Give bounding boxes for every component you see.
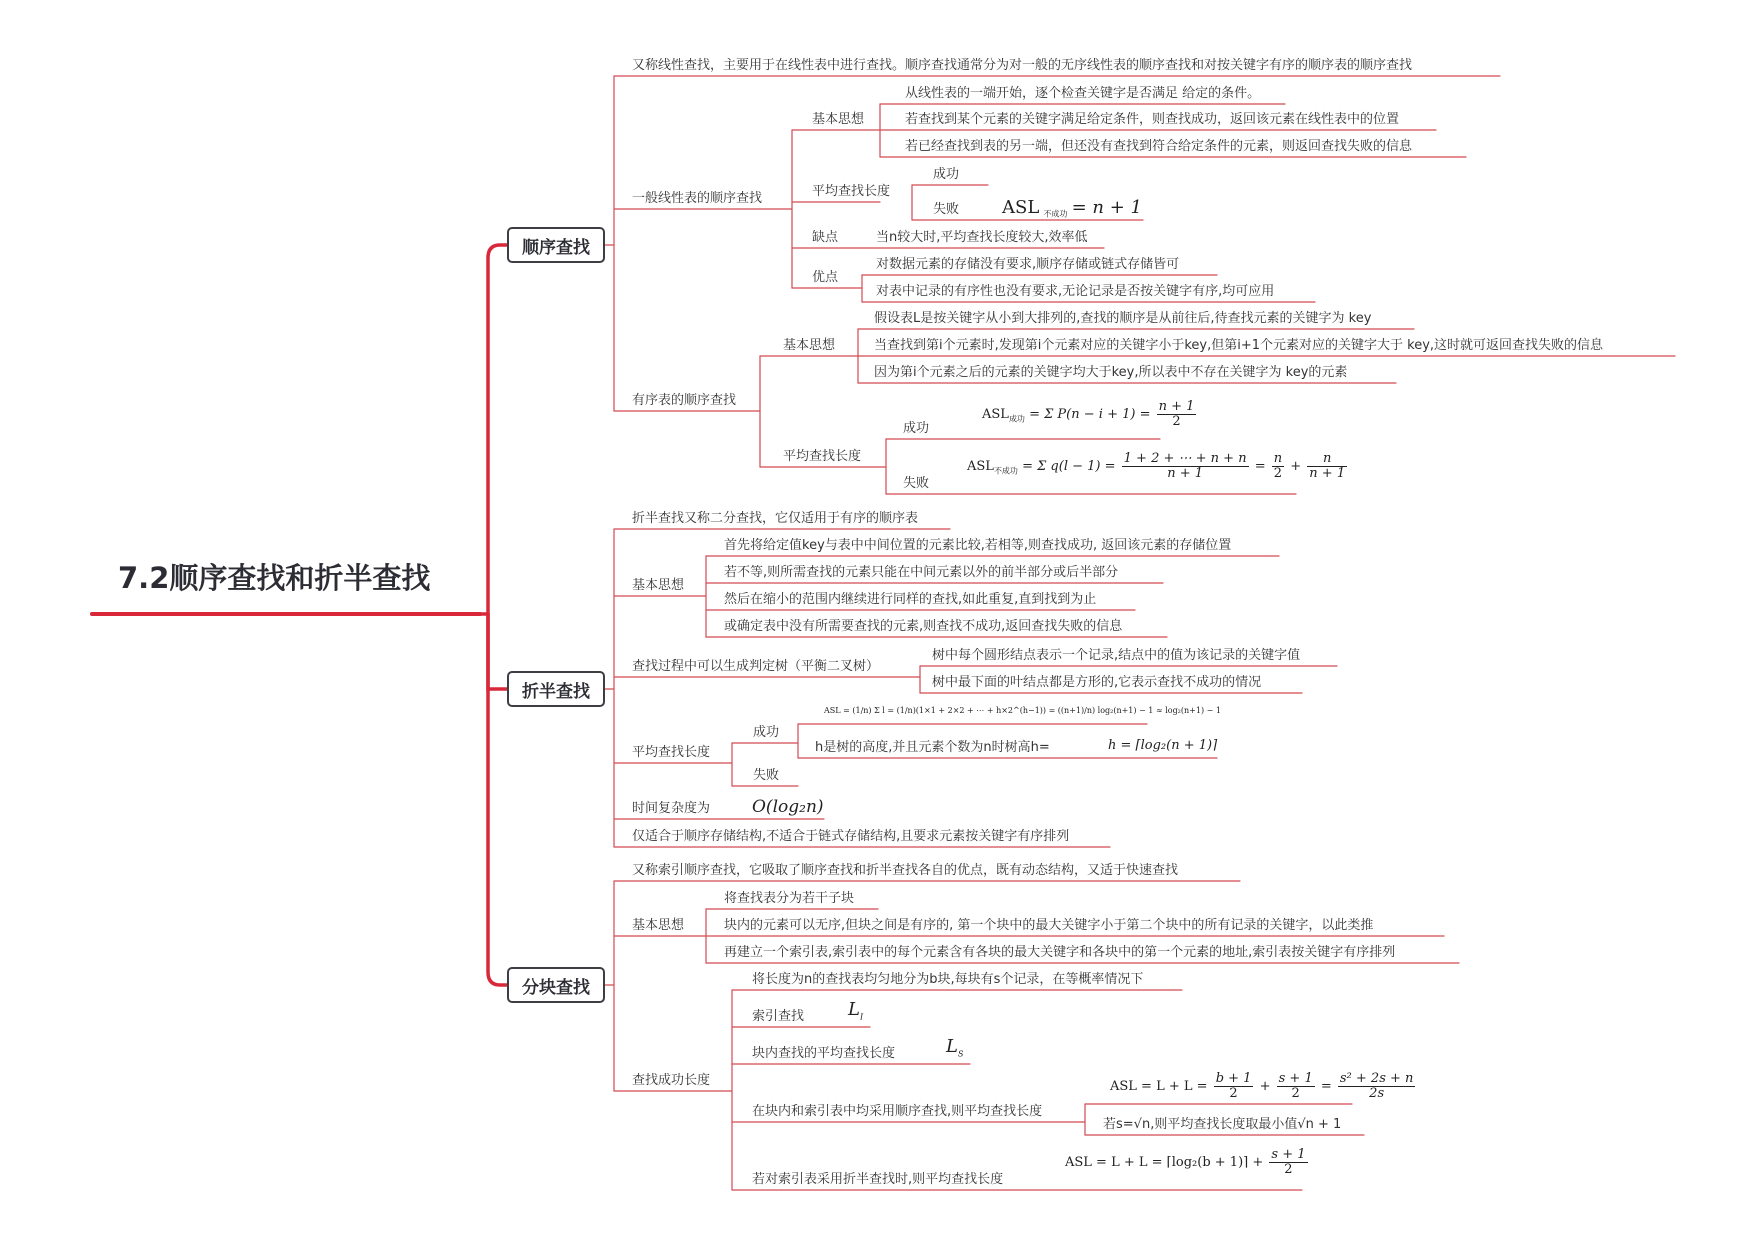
bin-basic-item-4: 或确定表中没有所需要查找的元素,则查找不成功,返回查找失败的信息 — [724, 619, 1123, 634]
bin-time-formula: O(log₂n) — [752, 797, 824, 817]
seq-general-cons-item: 当n较大时,平均查找长度较大,效率低 — [876, 230, 1088, 245]
bin-height-text: h是树的高度,并且元素个数为n时树高h= — [815, 740, 1050, 755]
block-index-formula: $L_I$ — [848, 999, 864, 1022]
seq-general-cons: 缺点 — [812, 230, 839, 245]
bin-basic-item-3: 然后在缩小的范围内继续进行同样的查找,如此重复,直到找到为止 — [724, 592, 1097, 607]
bin-height-formula: h = ⌈log₂(n + 1)⌉ — [1108, 738, 1218, 753]
seq-intro: 又称线性查找，主要用于在线性表中进行查找。顺序查找通常分为对一般的无序线性表的顺序查找和对按关键字有序的顺序表的顺序查找 — [632, 58, 1413, 73]
block-length-inner: 块内查找的平均查找长度 — [752, 1046, 896, 1061]
seq-general-fail-formula: ASL $_{不成功}$ = n + 1 — [1002, 197, 1142, 219]
bin-intro: 折半查找又称二分查找，它仅适用于有序的顺序表 — [632, 511, 919, 526]
seq-general-success: 成功 — [933, 167, 960, 182]
block-length: 查找成功长度 — [632, 1073, 711, 1088]
bin-tree: 查找过程中可以生成判定树（平衡二叉树） — [632, 659, 880, 674]
block-bin-formula: ASL = L + L = ⌈log₂(b + 1)⌉ + $\frac{s + 1}{2}$ — [1065, 1147, 1306, 1177]
seq-general-label: 一般线性表的顺序查找 — [632, 191, 763, 206]
bin-fail: 失败 — [753, 768, 780, 783]
seq-ordered-success: 成功 — [903, 421, 930, 436]
seq-general-pros-item-1: 对数据元素的存储没有要求,顺序存储或链式存储皆可 — [876, 257, 1180, 272]
seq-ordered-asl: 平均查找长度 — [783, 449, 862, 464]
seq-ordered-basic-item-1: 假设表L是按关键字从小到大排列的,查找的顺序是从前往后,待查找元素的关键字为 key — [874, 311, 1372, 326]
seq-ordered-basic-item-2: 当查找到第i个元素时,发现第i个元素对应的关键字小于key,但第i+1个元素对应的关键字大于 key,这时就可返回查找失败的信息 — [874, 338, 1604, 353]
seq-general-pros-item-2: 对表中记录的有序性也没有要求,无论记录是否按关键字有序,均可应用 — [876, 284, 1275, 299]
trunk-to-seq — [480, 245, 507, 614]
seq-general-pros: 优点 — [812, 270, 839, 285]
bin-tree-item-2: 树中最下面的叶结点都是方形的,它表示查找不成功的情况 — [932, 675, 1262, 690]
seq-general-basic-item-3: 若已经查找到表的另一端，但还没有查找到符合给定条件的元素，则返回查找失败的信息 — [905, 139, 1413, 154]
seq-general-fail: 失败 — [933, 202, 960, 217]
seq-general-asl: 平均查找长度 — [812, 184, 891, 199]
seq-ordered-fail: 失败 — [903, 476, 930, 491]
block-seq-min: 若s=√n,则平均查找长度取最小值√n + 1 — [1103, 1117, 1342, 1132]
bin-success-formula: ASL = (1/n) Σ l = (1/n)(1×1 + 2×2 + ⋯ + h×2^(h−1)) = ((n+1)/n) log₂(n+1) − 1 ≈ log₂(n+1) − 1 — [824, 706, 1221, 715]
bin-basic: 基本思想 — [632, 578, 685, 593]
branch-sequential-search[interactable]: 顺序查找 — [507, 227, 605, 263]
block-basic-item-3: 再建立一个索引表,索引表中的每个元素含有各块的最大关键字和各块中的第一个元素的地址,索引表按关键字有序排列 — [724, 945, 1396, 960]
branch-block-search[interactable]: 分块查找 — [507, 967, 605, 1003]
block-inner-formula: $L_S$ — [946, 1036, 964, 1059]
trunk-to-bin — [488, 614, 507, 689]
block-basic-item-1: 将查找表分为若干子块 — [724, 891, 855, 906]
block-length-index: 索引查找 — [752, 1009, 805, 1024]
branch-binary-search[interactable]: 折半查找 — [507, 671, 605, 707]
block-seq-formula: ASL = L + L = $\frac{b + 1}{2}$ + $\frac{s + 1}{2}$ = $\frac{\text{s² + 2s + n}}{2s}$ — [1110, 1071, 1414, 1101]
block-basic: 基本思想 — [632, 918, 685, 933]
bin-success: 成功 — [753, 725, 780, 740]
seq-general-basic: 基本思想 — [812, 112, 865, 127]
bin-basic-item-2: 若不等,则所需查找的元素只能在中间元素以外的前半部分或后半部分 — [724, 565, 1119, 580]
block-length-setup: 将长度为n的查找表均匀地分为b块,每块有s个记录，在等概率情况下 — [752, 972, 1144, 987]
bin-basic-item-1: 首先将给定值key与表中中间位置的元素比较,若相等,则查找成功, 返回该元素的存储位置 — [724, 538, 1232, 553]
bin-tree-item-1: 树中每个圆形结点表示一个记录,结点中的值为该记录的关键字值 — [932, 648, 1301, 663]
seq-ordered-basic-item-3: 因为第i个元素之后的元素的关键字均大于key,所以表中不存在关键字为 key的元素 — [874, 365, 1348, 380]
trunk-to-block — [488, 614, 507, 985]
seq-general-basic-item-2: 若查找到某个元素的关键字满足给定条件，则查找成功，返回该元素在线性表中的位置 — [905, 112, 1400, 127]
seq-ordered-label: 有序表的顺序查找 — [632, 393, 737, 408]
block-basic-item-2: 块内的元素可以无序,但块之间是有序的, 第一个块中的最大关键字小于第二个块中的所有记录的关键字，以此类推 — [724, 918, 1374, 933]
seq-ordered-fail-formula: $ASL_{不成功} = \Sigma$ q(l − 1) = $\frac{1 + 2 + \cdots + n + n}{n + 1}$ = $\frac{n}{2}$ + $\frac{n}{n + 1}$ — [967, 451, 1346, 481]
bin-asl: 平均查找长度 — [632, 745, 711, 760]
block-intro: 又称索引顺序查找，它吸取了顺序查找和折半查找各自的优点，既有动态结构，又适于快速查找 — [632, 863, 1179, 878]
map-title: 7.2顺序查找和折半查找 — [118, 561, 431, 595]
block-length-bin-index: 若对索引表采用折半查找时,则平均查找长度 — [752, 1172, 1004, 1187]
block-length-seq-both: 在块内和索引表中均采用顺序查找,则平均查找长度 — [752, 1104, 1043, 1119]
bin-note: 仅适合于顺序存储结构,不适合于链式存储结构,且要求元素按关键字有序排列 — [632, 829, 1070, 844]
bin-time: 时间复杂度为 — [632, 801, 711, 816]
seq-ordered-success-formula: $ASL_{成功} = \Sigma$ P(n − i + 1) = $\frac{n + 1}{2}$ — [982, 399, 1195, 429]
seq-general-basic-item-1: 从线性表的一端开始，逐个检查关键字是否满足 给定的条件。 — [905, 86, 1261, 101]
seq-ordered-basic: 基本思想 — [783, 338, 836, 353]
